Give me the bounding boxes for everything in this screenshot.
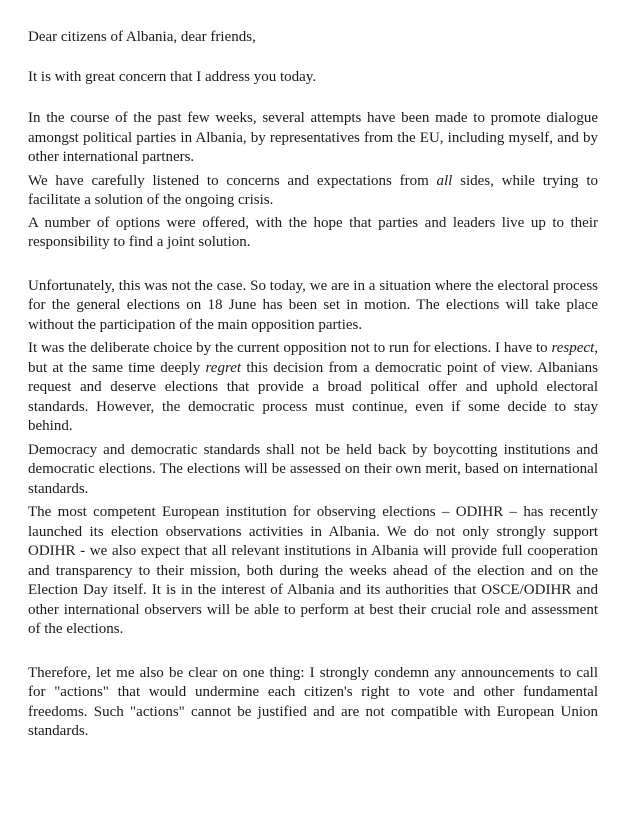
letter-body	[28, 28, 598, 742]
paragraph-electoral-process: Unfortunately, this was not the case. So today, we are in a situation where the electoral process for the general elections on 18 June has been set in motion. The elections will take place without the participation of the main opposition parties.	[28, 277, 598, 333]
text-fragment: this decision from a democratic point of view. Albanians request and deserve elections that provide a broad political offer and uphold electoral standards. However, the democratic process must continue, even if some decide to stay behind.	[28, 359, 598, 434]
salutation: Dear citizens of Albania, dear friends,	[28, 29, 256, 45]
paragraph-condemn: Therefore, let me also be clear on one thing: I strongly condemn any announcements to call for "actions" that would undermine each citizen's right to vote and other fundamental freedoms. Such "actions" cannot be justified and are not compatible with European Union standards.	[28, 664, 598, 739]
paragraph-democracy: Democracy and democratic standards shall not be held back by boycotting institutions and democratic elections. The elections will be assessed on their own merit, based on international standards.	[28, 441, 598, 497]
paragraph-options: A number of options were offered, with the hope that parties and leaders live up to their responsibility to find a joint solution.	[28, 214, 598, 250]
opening-line: It is with great concern that I address you today.	[28, 68, 317, 85]
paragraph-listened	[28, 172, 598, 211]
emphasis-all: all	[436, 172, 453, 189]
paragraph-odihr: The most competent European institution for observing elections – ODIHR – has recently launched its election observations activities in Albania. We do not only strongly support ODIHR - we also expect that all relevant institutions in Albania will provide full cooperation and transparency to their mission, both during the weeks ahead of the election and on the Election Day itself. It is in the interest of Albania and its authorities that OSCE/ODIHR and other international observers will be able to perform at best their crucial role and assessment of the elections.	[28, 504, 598, 637]
text-fragment: It was the deliberate choice by the current opposition not to run for elections. I have to	[28, 340, 552, 356]
paragraph-dialogue: In the course of the past few weeks, several attempts have been made to promote dialogue amongst political parties in Albania, by representatives from the EU, including myself, and by other international partners.	[28, 110, 598, 165]
text-fragment: sides, while trying to facilitate a solution of the ongoing crisis.	[28, 172, 598, 208]
emphasis-respect: respect	[551, 340, 595, 356]
paragraph-opposition-choice	[28, 339, 598, 437]
text-fragment: We have carefully listened to concerns and expectations from	[28, 172, 437, 189]
text-fragment: , but at the same time deeply	[28, 340, 598, 376]
emphasis-regret: regret	[205, 359, 242, 376]
